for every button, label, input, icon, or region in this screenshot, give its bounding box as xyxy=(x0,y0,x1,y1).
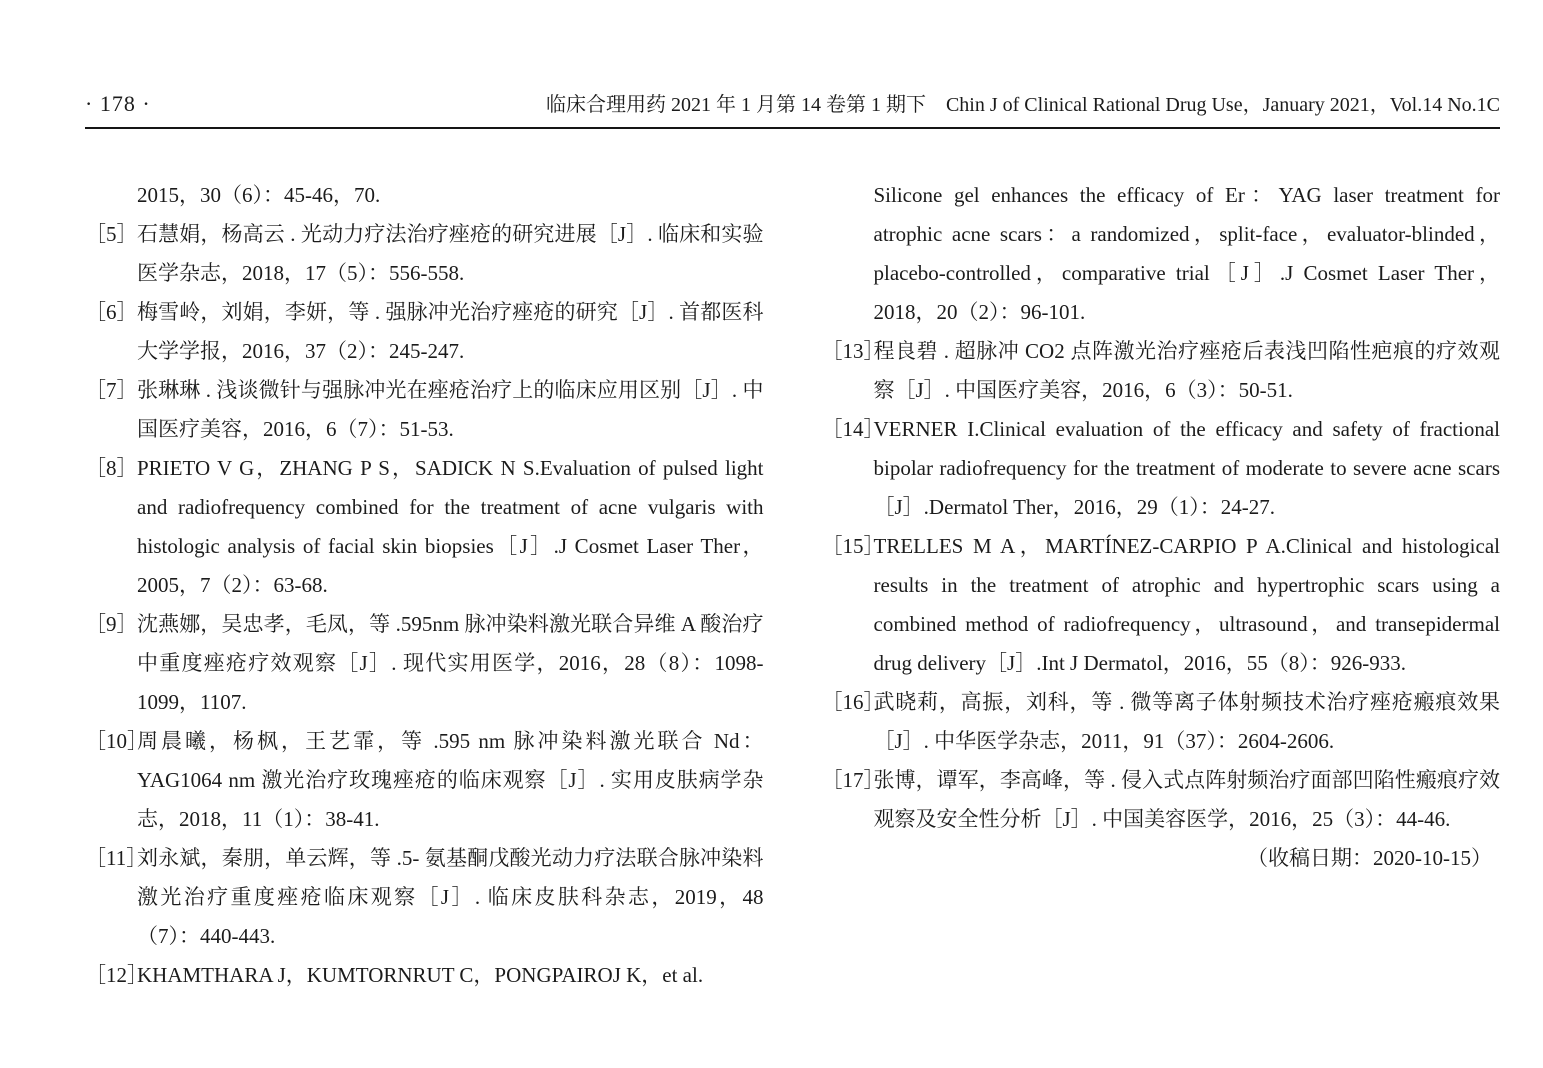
reference-text: VERNER I.Clinical evaluation of the efficacy and safety of fractional bipolar radiofrequency for the treatment of moderate to severe acne scars［J］.Dermatol Ther，2016，29（1）：24-27. xyxy=(873,417,1500,519)
reference-number: ［12］ xyxy=(85,963,148,987)
reference-number: ［11］ xyxy=(85,846,148,870)
reference-text: 刘永斌，秦朋，单云辉，等 .5- 氨基酮戊酸光动力疗法联合脉冲染料激光治疗重度痤疮临床观察［J］. 临床皮肤科杂志，2019，48（7）：440-443. xyxy=(137,846,764,948)
reference-text: 程良碧 . 超脉冲 CO2 点阵激光治疗痤疮后表浅凹陷性疤痕的疗效观察［J］. 中国医疗美容，2016，6（3）：50-51. xyxy=(873,339,1500,402)
reference-text: TRELLES M A，MARTÍNEZ-CARPIO P A.Clinical and histological results in the treatment of atrophic and hypertrophic scars using a combined method of radiofrequency，ultrasound，and transepidermal drug delivery［J］.Int J Dermatol，2016，55（8）：926-933. xyxy=(873,534,1500,675)
reference-item xyxy=(85,956,764,995)
reference-number: ［7］ xyxy=(85,378,138,402)
reference-item xyxy=(85,605,764,722)
reference-text: 武晓莉，高振，刘科，等 . 微等离子体射频技术治疗痤疮瘢痕效果［J］. 中华医学杂志，2011，91（37）：2604-2606. xyxy=(873,690,1500,753)
reference-number: ［15］ xyxy=(821,534,885,558)
reference-text: 沈燕娜，吴忠孝，毛凤，等 .595nm 脉冲染料激光联合异维 A 酸治疗中重度痤疮疗效观察［J］. 现代实用医学，2016，28（8）：1098-1099，1107. xyxy=(137,612,764,714)
reference-text: KHAMTHARA J，KUMTORNRUT C，PONGPAIROJ K，et al. xyxy=(137,963,704,987)
reference-number: ［13］ xyxy=(821,339,885,363)
reference-number: ［10］ xyxy=(85,729,148,753)
reference-item xyxy=(85,839,764,956)
reference-number: ［5］ xyxy=(85,222,138,246)
reference-number: ［6］ xyxy=(85,300,138,324)
reference-item xyxy=(822,683,1501,761)
reference-text: PRIETO V G，ZHANG P S，SADICK N S.Evaluation of pulsed light and radiofrequency combined for the treatment of acne vulgaris with histologic analysis of facial skin biopsies［J］.J Cosmet Laser Ther，2005，7（2）：63-68. xyxy=(137,456,764,597)
reference-text: 2015，30（6）：45-46，70. xyxy=(137,183,381,207)
references-section xyxy=(85,176,1500,995)
reference-item xyxy=(85,293,764,371)
reference-item xyxy=(85,449,764,605)
reference-item xyxy=(822,761,1501,839)
reference-item xyxy=(85,215,764,293)
header-rule xyxy=(85,127,1500,129)
reference-item xyxy=(85,722,764,839)
received-date: （收稿日期：2020-10-15） xyxy=(1247,846,1492,870)
reference-item xyxy=(822,176,1501,332)
reference-number: ［14］ xyxy=(821,417,885,441)
reference-text: 张博，谭军，李高峰，等 . 侵入式点阵射频治疗面部凹陷性瘢痕疗效观察及安全性分析［J］. 中国美容医学，2016，25（3）：44-46. xyxy=(873,768,1500,831)
reference-item xyxy=(85,371,764,449)
left-column xyxy=(85,176,764,995)
reference-item xyxy=(822,527,1501,683)
reference-text: 张琳琳 . 浅谈微针与强脉冲光在痤疮治疗上的临床应用区别［J］. 中国医疗美容，2016，6（7）：51-53. xyxy=(137,378,764,441)
reference-text: 周晨曦，杨枫，王艺霏，等 .595 nm 脉冲染料激光联合 Nd：YAG1064 nm 激光治疗玫瑰痤疮的临床观察［J］. 实用皮肤病学杂志，2018，11（1）：38-41. xyxy=(137,729,764,831)
page-header xyxy=(85,88,1500,117)
reference-text: 梅雪岭，刘娟，李妍，等 . 强脉冲光治疗痤疮的研究［J］. 首都医科大学学报，2016，37（2）：245-247. xyxy=(137,300,764,363)
reference-text: Silicone gel enhances the efficacy of Er：YAG laser treatment for atrophic acne scars：a randomized，split-face，evaluator-blinded，placebo-controlled，comparative trial［J］.J Cosmet Laser Ther，2018，20（2）：96-101. xyxy=(873,183,1500,324)
right-column xyxy=(822,176,1501,995)
reference-number: ［8］ xyxy=(85,456,138,480)
journal-running-head: 临床合理用药 2021 年 1 月第 14 卷第 1 期下 Chin J of Clinical Rational Drug Use，January 2021，Vol.14 No.1C xyxy=(545,94,1500,116)
reference-text: 石慧娟，杨高云 . 光动力疗法治疗痤疮的研究进展［J］. 临床和实验医学杂志，2018，17（5）：556-558. xyxy=(137,222,764,285)
reference-item xyxy=(85,176,764,215)
reference-item xyxy=(822,410,1501,527)
reference-number: ［9］ xyxy=(85,612,138,636)
reference-number: ［16］ xyxy=(821,690,885,714)
right-column-references xyxy=(822,176,1501,839)
reference-item xyxy=(822,332,1501,410)
page-number: · 178 · xyxy=(85,91,151,116)
reference-number: ［17］ xyxy=(821,768,885,792)
